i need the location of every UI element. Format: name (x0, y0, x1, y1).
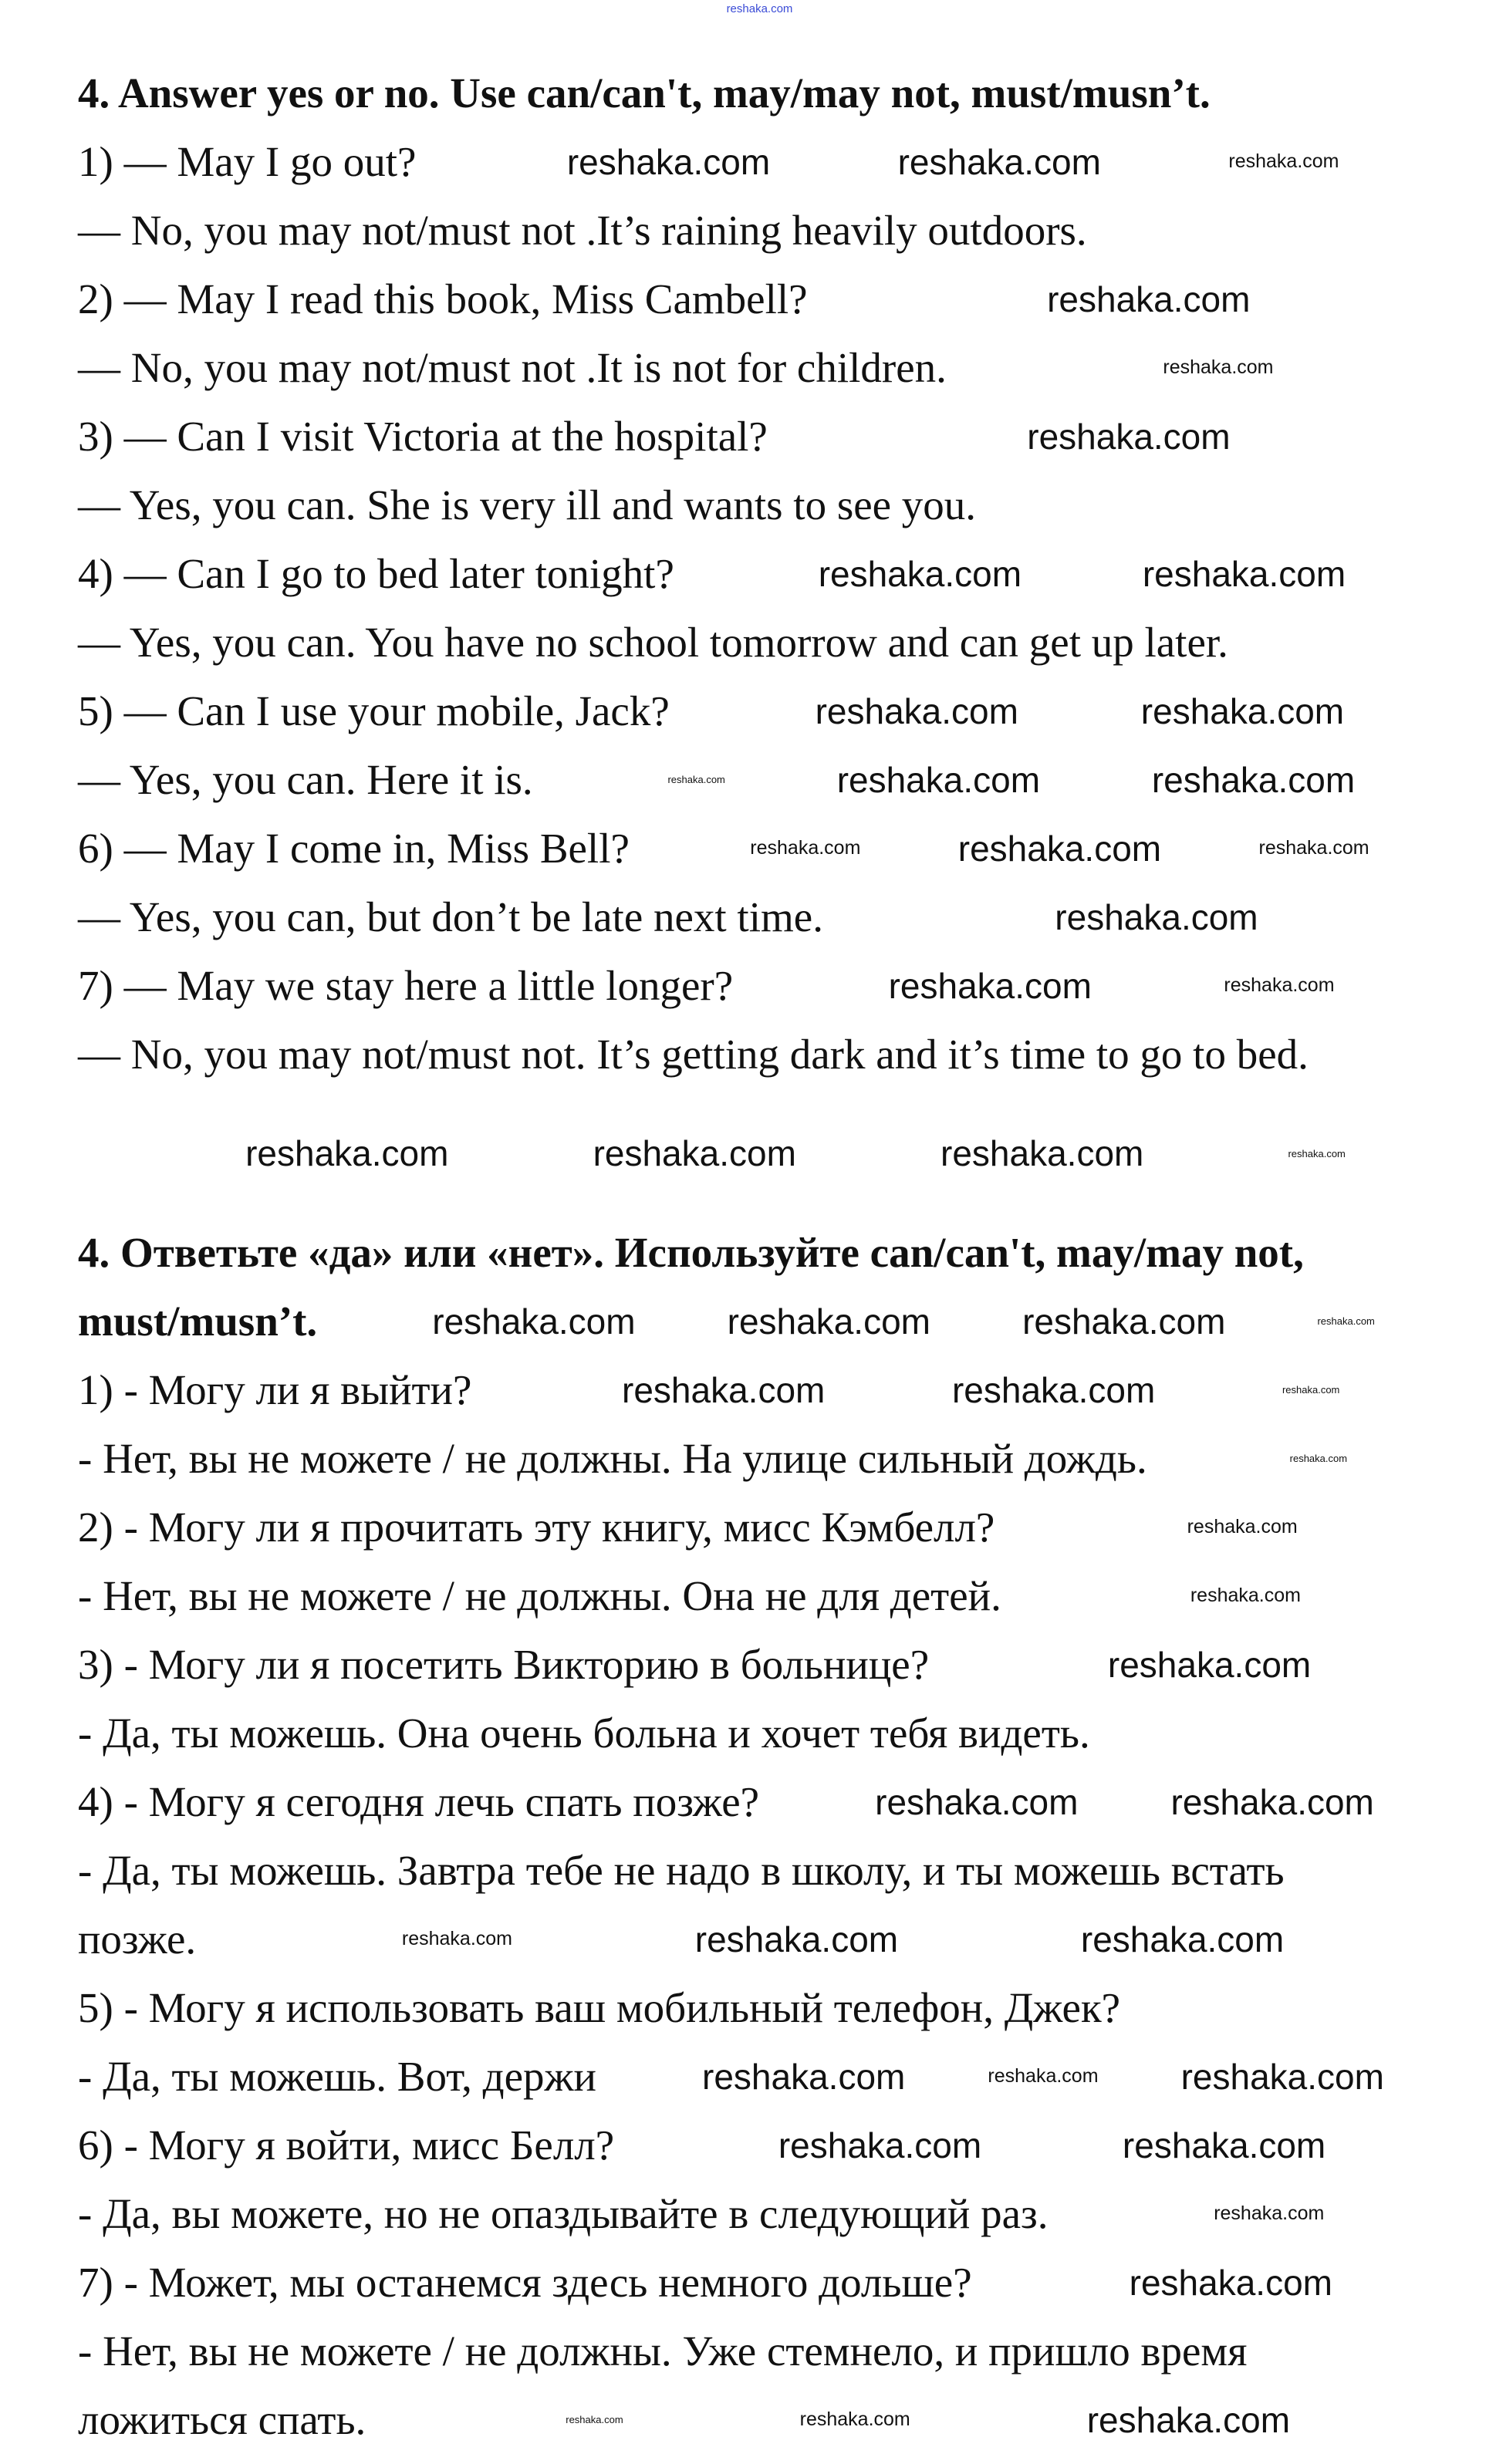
question-line: 2) - Могу ли я прочитать эту книгу, мисс Кэмбелл? (78, 1504, 995, 1551)
watermark-top (0, 3, 1496, 15)
watermark-group (947, 358, 1467, 377)
row (78, 196, 1467, 265)
watermark: reshaka.com (245, 1133, 449, 1173)
watermark: reshaka.com (1142, 553, 1346, 594)
watermark: reshaka.com (1140, 690, 1345, 731)
row (78, 745, 1467, 814)
watermark: reshaka.com (1214, 2202, 1325, 2224)
translation-title: 4. Ответьте «да» или «нет». Используйте can/can't, may/may not, (78, 1229, 1304, 1276)
translation-title-cont: must/musn’t. (78, 1298, 318, 1345)
watermark: reshaka.com (1086, 2399, 1291, 2440)
watermark-group (995, 1517, 1467, 1537)
watermark: reshaka.com (1163, 356, 1274, 378)
watermark-group (471, 1369, 1467, 1410)
row (78, 1973, 1467, 2042)
watermark: reshaka.com (726, 2, 793, 15)
watermark: reshaka.com (1317, 1315, 1375, 1327)
watermark: reshaka.com (875, 1781, 1079, 1822)
watermark: reshaka.com (940, 1133, 1144, 1173)
question-line: 1) — May I go out? (78, 138, 417, 185)
watermark-group (1001, 1586, 1467, 1605)
watermark: reshaka.com (818, 553, 1022, 594)
watermark: reshaka.com (1151, 759, 1356, 800)
question-line: 3) - Могу ли я посетить Викторию в больнице? (78, 1641, 930, 1688)
answer-line: — Yes, you can. Here it is. (78, 756, 533, 803)
question-line: 1) - Могу ли я выйти? (78, 1366, 472, 1413)
answer-line-cont: ложиться спать. (78, 2396, 366, 2443)
row (78, 608, 1467, 677)
watermark: reshaka.com (836, 759, 1041, 800)
row (78, 814, 1467, 883)
watermark: reshaka.com (566, 2414, 623, 2425)
watermark: reshaka.com (401, 1928, 512, 1949)
row (78, 2248, 1467, 2317)
watermark-group (759, 1781, 1467, 1822)
watermark: reshaka.com (1289, 1453, 1348, 1464)
answer-line: - Да, ты можешь. Она очень больна и хочет тебя видеть. (78, 1710, 1090, 1757)
title-row (78, 1287, 1467, 1355)
title-row (78, 59, 1467, 127)
watermark: reshaka.com (1187, 1516, 1298, 1537)
question-line: 4) - Могу я сегодня лечь спать позже? (78, 1778, 760, 1825)
row (78, 1767, 1467, 1836)
watermark: reshaka.com (988, 2065, 1099, 2087)
watermark-group (596, 2056, 1467, 2097)
watermark-group (0, 3, 1496, 15)
watermark: reshaka.com (750, 837, 861, 859)
watermark: reshaka.com (815, 690, 1018, 731)
row (78, 2385, 1467, 2454)
answer-line: - Да, вы можете, но не опаздывайте в следующий раз. (78, 2190, 1049, 2237)
answer-line: — Yes, you can, but don’t be late next time. (78, 893, 823, 940)
watermark-group (366, 2399, 1467, 2440)
question-line: 2) — May I read this book, Miss Cambell? (78, 275, 808, 322)
watermark: reshaka.com (1288, 1147, 1346, 1159)
answer-line: — No, you may not/must not .It is not for children. (78, 344, 947, 391)
row (78, 1630, 1467, 1699)
answer-line: — No, you may not/must not .It’s raining heavily outdoors. (78, 207, 1087, 254)
row (78, 1699, 1467, 1767)
english-exercise (78, 59, 1467, 1089)
row (78, 402, 1467, 471)
watermark: reshaka.com (694, 1919, 899, 1959)
row (78, 265, 1467, 333)
watermark: reshaka.com (1122, 2125, 1326, 2165)
watermark: reshaka.com (1129, 2262, 1332, 2303)
answer-line: — Yes, you can. She is very ill and wants to see you. (78, 481, 977, 528)
watermark-group (768, 416, 1467, 457)
row (78, 1836, 1467, 1905)
watermark: reshaka.com (593, 1133, 796, 1173)
watermark: reshaka.com (1228, 150, 1339, 172)
watermark: reshaka.com (957, 828, 1162, 869)
row (78, 1020, 1467, 1089)
watermark-group (1049, 2204, 1467, 2223)
answer-line-cont: позже. (78, 1916, 197, 1963)
watermark-group (670, 690, 1467, 731)
answer-line: - Да, ты можешь. Завтра тебе не надо в школу, и ты можешь встать (78, 1847, 1285, 1894)
watermark: reshaka.com (1027, 416, 1231, 457)
row (78, 471, 1467, 539)
exercise-title: 4. Answer yes or no. Use can/can't, may/may not, must/musn’t. (78, 69, 1211, 116)
row (78, 539, 1467, 608)
answer-line: - Да, ты можешь. Вот, держи (78, 2053, 596, 2100)
watermark-group (196, 1919, 1467, 1959)
answer-line: - Нет, вы не можете / не должны. Она не для детей. (78, 1572, 1001, 1619)
answer-line: — Yes, you can. You have no school tomorrow and can get up later. (78, 619, 1228, 666)
question-line: 4) — Can I go to bed later tonight? (78, 550, 674, 597)
question-line: 6) — May I come in, Miss Bell? (78, 825, 630, 872)
watermark: reshaka.com (702, 2056, 906, 2097)
row (78, 883, 1467, 951)
row (78, 127, 1467, 196)
watermark: reshaka.com (951, 1369, 1156, 1410)
watermark-group (823, 896, 1467, 937)
watermark: reshaka.com (1258, 837, 1369, 859)
row (78, 2042, 1467, 2111)
row (78, 1905, 1467, 1973)
watermark: reshaka.com (1190, 1585, 1301, 1606)
watermark-group (630, 828, 1467, 869)
watermark-group (733, 965, 1467, 1006)
watermark: reshaka.com (1047, 278, 1251, 319)
watermark: reshaka.com (888, 965, 1092, 1006)
question-line: 7) - Может, мы останемся здесь немного дольше? (78, 2259, 972, 2306)
watermark-group (533, 759, 1467, 800)
answer-line: - Нет, вы не можете / не должны. Уже стемнело, и пришло время (78, 2327, 1248, 2375)
watermark-group (929, 1644, 1467, 1685)
watermark: reshaka.com (667, 774, 725, 785)
watermark: reshaka.com (1107, 1644, 1312, 1685)
row (78, 2111, 1467, 2179)
watermark-group (1147, 1453, 1467, 1463)
watermark: reshaka.com (1180, 2056, 1384, 2097)
watermark: reshaka.com (432, 1301, 636, 1342)
watermark-group (674, 553, 1467, 594)
watermark: reshaka.com (566, 141, 771, 182)
watermark-group (972, 2262, 1467, 2303)
question-line: 5) - Могу я использовать ваш мобильный телефон, Джек? (78, 1984, 1121, 2031)
question-line: 3) — Can I visit Victoria at the hospital? (78, 413, 768, 460)
watermark: reshaka.com (1282, 1384, 1340, 1396)
row (78, 333, 1467, 402)
watermark: reshaka.com (727, 1301, 930, 1342)
row (78, 1355, 1467, 1424)
watermark-group (416, 141, 1467, 182)
row (78, 677, 1467, 745)
watermark-group (808, 278, 1467, 319)
question-line: 6) - Могу я войти, мисс Белл? (78, 2121, 615, 2169)
row (78, 1493, 1467, 1561)
watermark: reshaka.com (1080, 1919, 1285, 1959)
question-line: 5) — Can I use your mobile, Jack? (78, 687, 670, 734)
watermark: reshaka.com (1224, 974, 1335, 996)
row (78, 2317, 1467, 2385)
question-line: 7) — May we stay here a little longer? (78, 962, 734, 1009)
watermark: reshaka.com (1022, 1301, 1226, 1342)
row (78, 2179, 1467, 2248)
watermark: reshaka.com (1170, 1781, 1374, 1822)
row (78, 1561, 1467, 1630)
watermark: reshaka.com (897, 141, 1101, 182)
row (78, 1424, 1467, 1493)
watermark: reshaka.com (778, 2125, 982, 2165)
title-row (78, 1218, 1467, 1287)
watermark: reshaka.com (622, 1369, 826, 1410)
row (78, 951, 1467, 1020)
watermark: reshaka.com (1055, 896, 1258, 937)
answer-line: - Нет, вы не можете / не должны. На улице сильный дождь. (78, 1435, 1147, 1482)
watermark-group (78, 1111, 1490, 1196)
watermark-group (317, 1301, 1467, 1342)
watermark: reshaka.com (799, 2408, 910, 2430)
watermark-group (614, 2125, 1467, 2165)
russian-translation (78, 1218, 1467, 2454)
answer-line: — No, you may not/must not. It’s getting dark and it’s time to go to bed. (78, 1031, 1309, 1078)
